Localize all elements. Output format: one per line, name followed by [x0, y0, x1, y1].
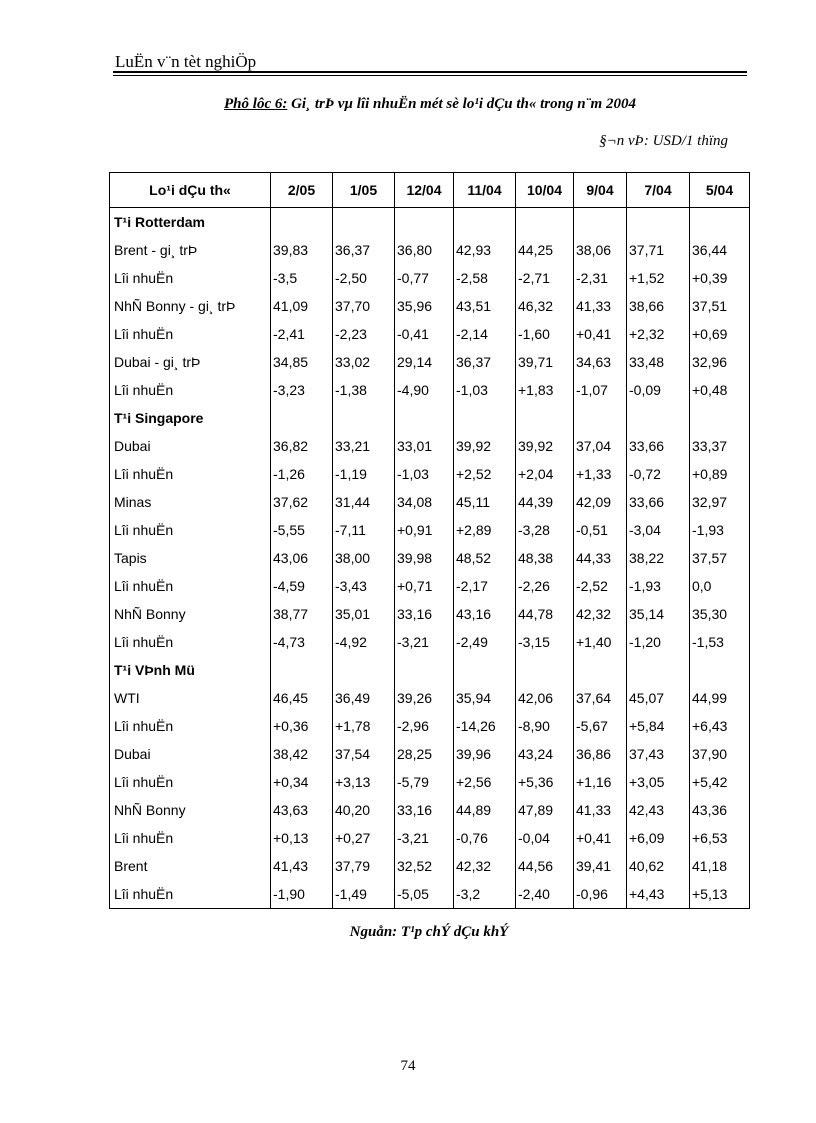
value-cell: 39,92 [454, 432, 516, 460]
value-cell: 32,52 [395, 852, 454, 880]
value-cell [271, 404, 333, 432]
value-cell: 38,66 [627, 292, 690, 320]
value-cell: +0,41 [574, 320, 627, 348]
table-row [110, 740, 750, 768]
value-cell: 38,00 [333, 544, 395, 572]
value-cell: -1,07 [574, 376, 627, 404]
value-cell: 42,32 [454, 852, 516, 880]
value-cell: 42,09 [574, 488, 627, 516]
value-cell: 35,96 [395, 292, 454, 320]
value-cell: -1,93 [690, 516, 750, 544]
value-cell: +0,91 [395, 516, 454, 544]
value-cell: 37,57 [690, 544, 750, 572]
oil-price-table [109, 172, 750, 909]
value-cell [516, 208, 574, 237]
row-label: Minas [110, 488, 271, 516]
value-cell [574, 208, 627, 237]
caption-text: Gi¸ trÞ vµ lîi nhuËn mét sè lo¹i dÇu th« trong n¨m 2004 [291, 96, 636, 112]
column-header-date: 1/05 [333, 173, 395, 208]
value-cell [690, 404, 750, 432]
value-cell: 33,66 [627, 488, 690, 516]
table-row [110, 432, 750, 460]
value-cell: 36,37 [333, 236, 395, 264]
value-cell: 44,89 [454, 796, 516, 824]
value-cell [627, 208, 690, 237]
value-cell: -3,21 [395, 824, 454, 852]
value-cell: 37,71 [627, 236, 690, 264]
value-cell: 37,54 [333, 740, 395, 768]
table-row [110, 236, 750, 264]
value-cell: +2,32 [627, 320, 690, 348]
value-cell: 33,48 [627, 348, 690, 376]
value-cell: +1,52 [627, 264, 690, 292]
value-cell: +0,34 [271, 768, 333, 796]
value-cell: -1,19 [333, 460, 395, 488]
row-label: Lîi nhuËn [110, 824, 271, 852]
value-cell [690, 656, 750, 684]
value-cell: +0,41 [574, 824, 627, 852]
value-cell: -3,23 [271, 376, 333, 404]
value-cell: +5,36 [516, 768, 574, 796]
section-label: T¹i VÞnh Mü [110, 656, 271, 684]
value-cell: 32,96 [690, 348, 750, 376]
value-cell: 48,38 [516, 544, 574, 572]
value-cell: -5,67 [574, 712, 627, 740]
value-cell: +2,04 [516, 460, 574, 488]
row-label: Lîi nhuËn [110, 516, 271, 544]
table-row [110, 348, 750, 376]
value-cell: 37,70 [333, 292, 395, 320]
value-cell: -3,04 [627, 516, 690, 544]
row-label: Lîi nhuËn [110, 376, 271, 404]
value-cell: 28,25 [395, 740, 454, 768]
value-cell [271, 656, 333, 684]
value-cell: -4,90 [395, 376, 454, 404]
value-cell: -0,09 [627, 376, 690, 404]
value-cell: -2,58 [454, 264, 516, 292]
value-cell: 36,86 [574, 740, 627, 768]
value-cell: -7,11 [333, 516, 395, 544]
row-label: Lîi nhuËn [110, 572, 271, 600]
value-cell [690, 208, 750, 237]
value-cell: -2,96 [395, 712, 454, 740]
value-cell: 33,01 [395, 432, 454, 460]
table-caption [113, 96, 747, 113]
value-cell: 36,82 [271, 432, 333, 460]
table-row [110, 460, 750, 488]
value-cell: +6,53 [690, 824, 750, 852]
value-cell: 33,66 [627, 432, 690, 460]
value-cell: 39,96 [454, 740, 516, 768]
value-cell: -1,03 [395, 460, 454, 488]
value-cell: 32,97 [690, 488, 750, 516]
value-cell: 34,85 [271, 348, 333, 376]
table-header-row [110, 173, 750, 208]
value-cell: -4,92 [333, 628, 395, 656]
row-label: Lîi nhuËn [110, 712, 271, 740]
value-cell: +4,43 [627, 880, 690, 909]
value-cell: -4,73 [271, 628, 333, 656]
value-cell: 38,06 [574, 236, 627, 264]
table-row [110, 320, 750, 348]
page-number: 74 [400, 1058, 416, 1074]
value-cell [574, 656, 627, 684]
value-cell: 37,43 [627, 740, 690, 768]
value-cell: 44,33 [574, 544, 627, 572]
value-cell: 42,06 [516, 684, 574, 712]
row-label: Dubai - gi¸ trÞ [110, 348, 271, 376]
row-label: Dubai [110, 740, 271, 768]
section-label: T¹i Rotterdam [110, 208, 271, 237]
value-cell: -0,41 [395, 320, 454, 348]
unit-note: §¬n vÞ: USD/1 thïng [599, 133, 728, 149]
column-header-date: 2/05 [271, 173, 333, 208]
table-row [110, 488, 750, 516]
table-row [110, 292, 750, 320]
value-cell: 45,07 [627, 684, 690, 712]
value-cell: 40,20 [333, 796, 395, 824]
value-cell: 41,09 [271, 292, 333, 320]
value-cell: +6,43 [690, 712, 750, 740]
value-cell: -2,49 [454, 628, 516, 656]
value-cell: 31,44 [333, 488, 395, 516]
value-cell: 39,41 [574, 852, 627, 880]
value-cell: 39,98 [395, 544, 454, 572]
value-cell: +2,89 [454, 516, 516, 544]
value-cell: 37,79 [333, 852, 395, 880]
row-label: WTI [110, 684, 271, 712]
value-cell: 42,93 [454, 236, 516, 264]
value-cell: +0,13 [271, 824, 333, 852]
value-cell: -2,41 [271, 320, 333, 348]
column-header-date: 10/04 [516, 173, 574, 208]
value-cell: -2,31 [574, 264, 627, 292]
table-row [110, 572, 750, 600]
value-cell: +5,13 [690, 880, 750, 909]
value-cell: 34,08 [395, 488, 454, 516]
value-cell: +1,40 [574, 628, 627, 656]
value-cell: +5,42 [690, 768, 750, 796]
value-cell: 36,49 [333, 684, 395, 712]
value-cell: +3,05 [627, 768, 690, 796]
value-cell: -1,90 [271, 880, 333, 909]
value-cell: +1,78 [333, 712, 395, 740]
value-cell: 43,16 [454, 600, 516, 628]
value-cell: +0,69 [690, 320, 750, 348]
value-cell: 35,30 [690, 600, 750, 628]
value-cell: 48,52 [454, 544, 516, 572]
value-cell: 44,25 [516, 236, 574, 264]
value-cell: +1,83 [516, 376, 574, 404]
value-cell: +0,39 [690, 264, 750, 292]
value-cell: 33,16 [395, 600, 454, 628]
value-cell: 36,44 [690, 236, 750, 264]
value-cell: 43,36 [690, 796, 750, 824]
value-cell: +5,84 [627, 712, 690, 740]
value-cell [627, 656, 690, 684]
row-label: Lîi nhuËn [110, 880, 271, 909]
value-cell: -8,90 [516, 712, 574, 740]
value-cell: 35,01 [333, 600, 395, 628]
source-note: Nguån: T¹p chÝ dÇu khÝ [349, 924, 509, 940]
row-label: NhÑ Bonny [110, 796, 271, 824]
value-cell: 38,77 [271, 600, 333, 628]
value-cell: 44,78 [516, 600, 574, 628]
value-cell: 40,62 [627, 852, 690, 880]
value-cell: +2,56 [454, 768, 516, 796]
value-cell: 41,43 [271, 852, 333, 880]
row-label: NhÑ Bonny [110, 600, 271, 628]
value-cell: +3,13 [333, 768, 395, 796]
value-cell: 41,18 [690, 852, 750, 880]
value-cell: +6,09 [627, 824, 690, 852]
value-cell: 45,11 [454, 488, 516, 516]
value-cell: +0,89 [690, 460, 750, 488]
value-cell: -14,26 [454, 712, 516, 740]
value-cell: -1,20 [627, 628, 690, 656]
value-cell: 38,42 [271, 740, 333, 768]
value-cell: +1,33 [574, 460, 627, 488]
value-cell: 33,02 [333, 348, 395, 376]
value-cell: -3,43 [333, 572, 395, 600]
row-label: Lîi nhuËn [110, 460, 271, 488]
value-cell: 29,14 [395, 348, 454, 376]
value-cell: 37,04 [574, 432, 627, 460]
value-cell: 44,99 [690, 684, 750, 712]
row-label: Lîi nhuËn [110, 768, 271, 796]
value-cell: -2,23 [333, 320, 395, 348]
value-cell: +0,36 [271, 712, 333, 740]
value-cell: -2,40 [516, 880, 574, 909]
value-cell: 36,80 [395, 236, 454, 264]
value-cell [333, 404, 395, 432]
value-cell: 0,0 [690, 572, 750, 600]
value-cell [454, 404, 516, 432]
table-row [110, 600, 750, 628]
value-cell [395, 208, 454, 237]
value-cell: -2,52 [574, 572, 627, 600]
value-cell: 39,92 [516, 432, 574, 460]
value-cell: 39,26 [395, 684, 454, 712]
value-cell: 38,22 [627, 544, 690, 572]
column-header-crude-type: Lo¹i dÇu th« [110, 173, 271, 208]
header-rule-thick [113, 71, 747, 73]
table-row [110, 628, 750, 656]
value-cell: -5,79 [395, 768, 454, 796]
row-label: NhÑ Bonny - gi¸ trÞ [110, 292, 271, 320]
value-cell [395, 404, 454, 432]
value-cell: 43,06 [271, 544, 333, 572]
value-cell: 35,94 [454, 684, 516, 712]
value-cell: -0,04 [516, 824, 574, 852]
value-cell: -2,17 [454, 572, 516, 600]
table-row [110, 852, 750, 880]
value-cell: 37,51 [690, 292, 750, 320]
value-cell: 47,89 [516, 796, 574, 824]
value-cell: 41,33 [574, 796, 627, 824]
value-cell: 46,32 [516, 292, 574, 320]
header-rule-thin [113, 75, 747, 76]
value-cell: -1,38 [333, 376, 395, 404]
value-cell: 44,56 [516, 852, 574, 880]
value-cell: -2,71 [516, 264, 574, 292]
section-row [110, 404, 750, 432]
table-row [110, 376, 750, 404]
value-cell: 43,51 [454, 292, 516, 320]
value-cell: -5,05 [395, 880, 454, 909]
table-body [110, 208, 750, 909]
caption-label: Phô lôc 6: [224, 96, 288, 112]
table-row [110, 880, 750, 909]
value-cell: -1,53 [690, 628, 750, 656]
value-cell: 35,14 [627, 600, 690, 628]
value-cell: -3,28 [516, 516, 574, 544]
value-cell: -1,60 [516, 320, 574, 348]
section-row [110, 656, 750, 684]
value-cell: +1,16 [574, 768, 627, 796]
value-cell: -2,14 [454, 320, 516, 348]
value-cell: 33,37 [690, 432, 750, 460]
table-row [110, 684, 750, 712]
value-cell: -3,21 [395, 628, 454, 656]
value-cell: -1,03 [454, 376, 516, 404]
value-cell [271, 208, 333, 237]
table-row [110, 712, 750, 740]
section-label: T¹i Singapore [110, 404, 271, 432]
value-cell: 34,63 [574, 348, 627, 376]
value-cell [454, 656, 516, 684]
value-cell [454, 208, 516, 237]
value-cell: 37,90 [690, 740, 750, 768]
value-cell [516, 656, 574, 684]
value-cell: 42,43 [627, 796, 690, 824]
value-cell: 39,83 [271, 236, 333, 264]
row-label: Lîi nhuËn [110, 628, 271, 656]
value-cell: 41,33 [574, 292, 627, 320]
running-header: LuËn v¨n tèt nghiÖp [115, 52, 257, 71]
value-cell: -0,72 [627, 460, 690, 488]
value-cell: -3,2 [454, 880, 516, 909]
value-cell: 37,64 [574, 684, 627, 712]
value-cell: 43,24 [516, 740, 574, 768]
value-cell: -0,77 [395, 264, 454, 292]
value-cell [574, 404, 627, 432]
value-cell [516, 404, 574, 432]
table-row [110, 796, 750, 824]
value-cell: -0,96 [574, 880, 627, 909]
value-cell [333, 208, 395, 237]
table-row [110, 768, 750, 796]
value-cell: -3,5 [271, 264, 333, 292]
column-header-date: 5/04 [690, 173, 750, 208]
value-cell: -1,49 [333, 880, 395, 909]
value-cell: -0,51 [574, 516, 627, 544]
value-cell: 37,62 [271, 488, 333, 516]
row-label: Brent - gi¸ trÞ [110, 236, 271, 264]
value-cell: 33,16 [395, 796, 454, 824]
value-cell: -0,76 [454, 824, 516, 852]
row-label: Lîi nhuËn [110, 264, 271, 292]
value-cell [333, 656, 395, 684]
value-cell: 33,21 [333, 432, 395, 460]
row-label: Brent [110, 852, 271, 880]
row-label: Lîi nhuËn [110, 320, 271, 348]
value-cell: -2,50 [333, 264, 395, 292]
value-cell: +0,48 [690, 376, 750, 404]
value-cell: 43,63 [271, 796, 333, 824]
value-cell: -1,93 [627, 572, 690, 600]
column-header-date: 11/04 [454, 173, 516, 208]
table-row [110, 264, 750, 292]
column-header-date: 9/04 [574, 173, 627, 208]
value-cell: 42,32 [574, 600, 627, 628]
value-cell: 36,37 [454, 348, 516, 376]
column-header-date: 7/04 [627, 173, 690, 208]
table-row [110, 544, 750, 572]
value-cell [627, 404, 690, 432]
value-cell: +2,52 [454, 460, 516, 488]
value-cell: -5,55 [271, 516, 333, 544]
value-cell: -3,15 [516, 628, 574, 656]
value-cell: 46,45 [271, 684, 333, 712]
value-cell [395, 656, 454, 684]
column-header-date: 12/04 [395, 173, 454, 208]
value-cell: 39,71 [516, 348, 574, 376]
value-cell: 44,39 [516, 488, 574, 516]
row-label: Tapis [110, 544, 271, 572]
value-cell: +0,27 [333, 824, 395, 852]
value-cell: +0,71 [395, 572, 454, 600]
row-label: Dubai [110, 432, 271, 460]
value-cell: -2,26 [516, 572, 574, 600]
table-row [110, 824, 750, 852]
table-row [110, 516, 750, 544]
value-cell: -4,59 [271, 572, 333, 600]
section-row [110, 208, 750, 237]
value-cell: -1,26 [271, 460, 333, 488]
